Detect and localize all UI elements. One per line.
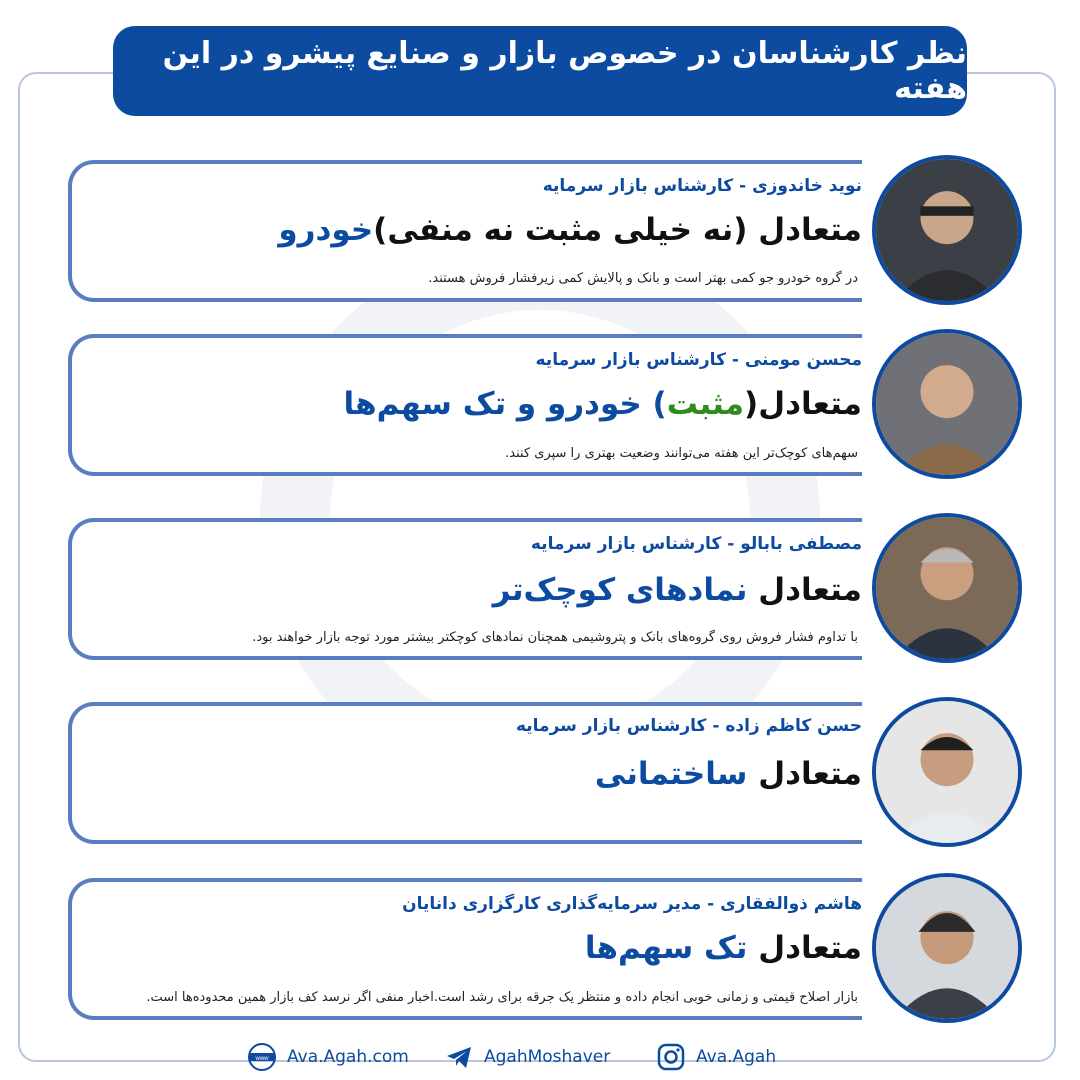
verdict-text: متعادل (نه خیلی مثبت نه منفی) xyxy=(373,212,862,248)
expert-comment: در گروه خودرو جو کمی بهتر است و بانک و پالایش کمی زیرفشار فروش هستند. xyxy=(428,271,858,286)
www-icon xyxy=(247,1042,277,1072)
telegram-handle[interactable]: AgahMoshaver xyxy=(484,1047,611,1067)
website-link[interactable]: Ava.Agah.com xyxy=(287,1047,409,1067)
footer-instagram[interactable] xyxy=(656,1040,776,1074)
expert-comment: با تداوم فشار فروش روی گروه‌های بانک و پتروشیمی همچنان نمادهای کوچکتر بیشتر مورد توجه بازار خواهند بود. xyxy=(252,630,858,645)
svg-text:www: www xyxy=(255,1056,269,1062)
instagram-handle[interactable]: Ava.Agah xyxy=(696,1047,777,1067)
verdict-text: متعادل xyxy=(747,930,862,966)
expert-name: مصطفی بابالو - کارشناس بازار سرمایه xyxy=(530,534,862,554)
avatar-icon xyxy=(876,333,1018,475)
expert-photo xyxy=(872,697,1022,847)
verdict-sector: تک سهم‌ها xyxy=(584,930,748,966)
verdict-sector: خودرو xyxy=(278,212,374,248)
expert-name: حسن کاظم زاده - کارشناس بازار سرمایه xyxy=(515,716,862,736)
instagram-icon xyxy=(656,1042,686,1072)
expert-verdict xyxy=(344,386,862,422)
expert-verdict xyxy=(493,572,862,608)
footer-website[interactable] xyxy=(247,1040,409,1074)
expert-verdict xyxy=(595,756,862,792)
expert-name: هاشم ذوالفقاری - مدیر سرمایه‌گذاری کارگزاری دانایان xyxy=(402,894,862,914)
verdict-positive: مثبت xyxy=(666,386,745,422)
avatar-icon xyxy=(876,159,1018,301)
page-title xyxy=(113,26,967,116)
expert-photo xyxy=(872,873,1022,1023)
verdict-sector: ساختمانی xyxy=(594,756,748,792)
expert-photo xyxy=(872,513,1022,663)
expert-comment: بازار اصلاح قیمتی و زمانی خوبی انجام داده و منتظر یک جرقه برای رشد است.اخبار منفی اگر نرسد کف بازار همین محدوده‌ها است. xyxy=(146,990,858,1005)
avatar-icon xyxy=(876,517,1018,659)
expert-comment: سهم‌های کوچک‌تر این هفته می‌توانند وضعیت بهتری را سپری کنند. xyxy=(505,446,858,461)
footer-telegram[interactable] xyxy=(444,1040,610,1074)
verdict-sector: نمادهای کوچک‌تر xyxy=(492,572,748,608)
expert-name: نوید خاندوزی - کارشناس بازار سرمایه xyxy=(542,176,862,196)
avatar-icon xyxy=(876,701,1018,843)
expert-photo xyxy=(872,329,1022,479)
verdict-text: متعادل xyxy=(747,756,862,792)
verdict-sector: ) خودرو و تک سهم‌ها xyxy=(343,386,667,422)
expert-name: محسن مومنی - کارشناس بازار سرمایه xyxy=(535,350,862,370)
verdict-text: متعادل( xyxy=(744,386,862,422)
expert-verdict xyxy=(278,212,862,248)
expert-verdict xyxy=(585,930,862,966)
verdict-text: متعادل xyxy=(747,572,862,608)
avatar-icon xyxy=(876,877,1018,1019)
expert-photo xyxy=(872,155,1022,305)
page-title-text: نظر کارشناسان در خصوص بازار و صنایع پیشرو در این هفته xyxy=(162,36,967,106)
telegram-icon xyxy=(444,1042,474,1072)
